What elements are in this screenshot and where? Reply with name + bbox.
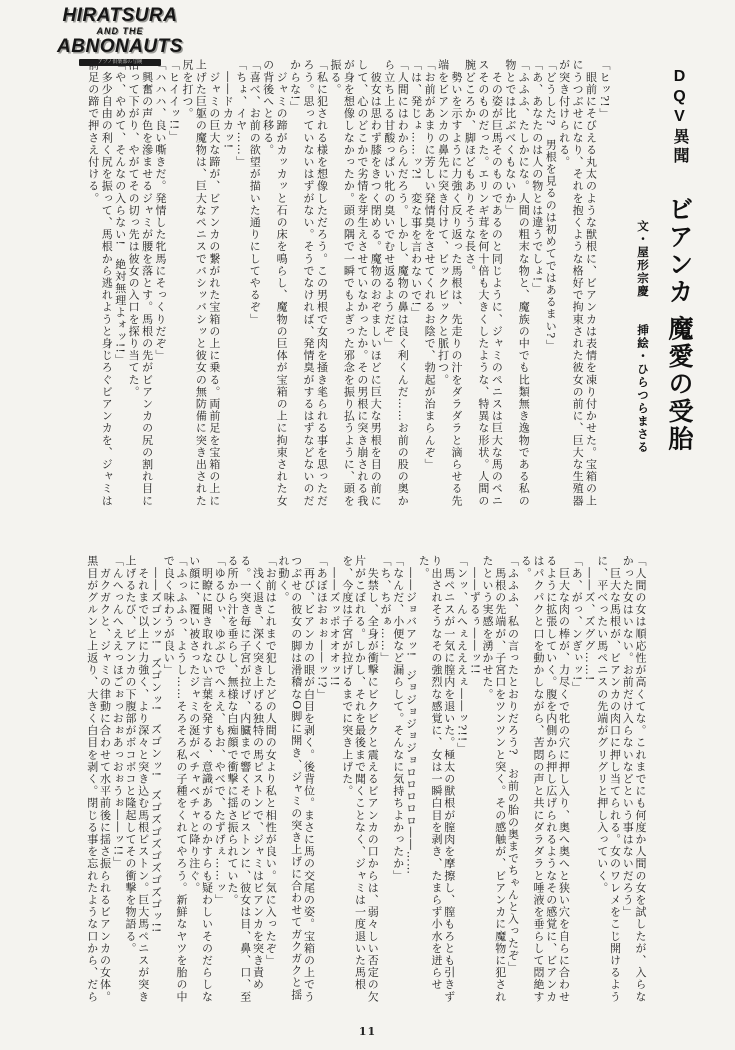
text-column-line: 前足の蹄で押さえ付ける。	[86, 59, 100, 205]
text-column-line: 「お前があまりに芳しい発情臭をさせてくれるお陰で、勃起が治まらんぞ」	[423, 59, 437, 471]
text-column-line: ――ドカカッ!	[221, 59, 235, 150]
text-column-line: に、平べったい馬ペニスの先端がグリグリと押し入っていく。	[595, 555, 609, 894]
text-column-line: 黒目がグルンと上返り、大きく白目を剥く。閉じる事を忘れたような口から、だら	[85, 555, 99, 1003]
text-column-line: 「あぼほおぉぉ――ッ!?」	[315, 555, 329, 701]
text-column-line: 馬根の先端が、子宮口をツンツンと突く。その感触が、ビアンカに魔物に犯され	[493, 555, 507, 1003]
author-credits: 文・屋形宗慶 挿絵・ひらつらまさる	[636, 220, 648, 454]
text-column-line: にうつぶせになり、それを抱くような格好で拘束された彼女の前に、巨大な生殖器	[571, 59, 585, 507]
text-column-line: かった女はいない。お前だけ入らないなどという事はないだろう」	[621, 555, 635, 918]
text-column-line: が身を想像しなかったか。頭の隅で一瞬でもよぎった邪念を振り払うように、頭を	[342, 59, 356, 507]
text-column-line: 「ンッ、んへぇえええぇ――ッ?!!」	[455, 555, 469, 755]
text-column-line: る。一突き毎に子宮が拉げ、内臓まで響くそのピストンに、彼女は目、鼻、口、至	[238, 555, 252, 1003]
text-column-line: ガクガクと、ジャミの律動に合わせて水平前後に揺さ振られるビアンカの女体。	[98, 555, 112, 1003]
text-column-line: 「や、やめて、そんなの入らない! 絶対無理よォッ!!」	[113, 59, 127, 366]
text-column-line: 浅く退き、深く突き上げる独特の馬ピストンで、ジャミはビアンカを突き責め	[251, 555, 265, 991]
text-column-line: つぶせの彼女の脚は滑稽なO脚に開き、ジャミの突き上げに合わせてガクガクと揺	[289, 555, 303, 1001]
logo-line-1: HIRATSURA	[62, 5, 178, 26]
text-column-line: 物とでは比ぶべくもないか」	[503, 59, 517, 217]
text-column-line: はパクパクと口を動かしながら、苦悶の声と共にダラダラと唾液を垂らして悶絶す	[532, 555, 545, 1003]
text-column-line: 「ちょ、イヤ……」	[234, 59, 248, 168]
text-column-line: 「人間にはわからんだろう。しかし、魔物の鼻は良く利くんだ……お前の股の奥か	[396, 59, 410, 507]
text-column-line: 巨大な肉の棒が、力尽くで牝の穴に押し入り、奥へ奥へと狭い穴を自らに合わせ	[557, 555, 571, 1003]
text-column-line: からな!」	[288, 59, 302, 113]
text-column-line: た。	[417, 555, 431, 580]
text-column-line: が突き付けられる。	[557, 59, 571, 168]
text-column-line: ――ズゴンッ! ズゴンッ! ズゴンッ! ズゴズゴズゴズゴズゴッ!!	[149, 555, 163, 934]
text-column-line: の背後へと移る。	[261, 59, 275, 156]
text-column-line: 「ち、ちがぁ……」	[379, 555, 392, 664]
text-column-line: れ動く。	[277, 555, 290, 604]
text-column-line: る所から汁を垂らし、無様な白痴顔で衝撃に揺さ振られていた。	[226, 555, 239, 906]
text-block-lower	[85, 555, 646, 1023]
text-column-line: 「あ、がっ、ンぎぃッ!」	[570, 555, 584, 694]
text-column-line: 巨大な馬根が、ビアンカの肉口に押し当てられる。女のワレメをこじ開けるよう	[608, 555, 622, 1003]
text-column-line: 「ゆるひぃ、ゆぶひでへぇえ、もお、やべで、たずげぇ……ッ」	[213, 555, 227, 906]
text-column-line: ――ズッポオオオッ!!	[328, 555, 341, 688]
text-column-line: 「喜べ、お前の欲望が描いた通りにしてやるぞ」	[248, 59, 262, 326]
text-column-line: 明瞭に聞き取れない言葉を発する、意識があるのかすらも疑わしいそのだらしな	[200, 555, 214, 1003]
text-column-line: 「ヒッ?!」	[598, 59, 611, 120]
text-column-line: 「ふっふふっ、ようし……そろそろ私の子種をくれてやろう。新鮮なヤツを胎の中	[175, 555, 188, 1003]
text-column-line: るように拡張していく。腹を内側から押し広げられるようなその感覚に、ビアンカ	[544, 555, 558, 1003]
text-column-line: ら立ち上る甘酸っぱい牝の臭いでむせ返るようだぞ」	[382, 59, 396, 350]
text-column-line: ジャミの巨大な蹄が、ビアンカの繋がれた宝箱の上に乗る。両前足を宝箱の上に	[207, 59, 221, 507]
text-column-line: ――ズ、ズググ……!	[583, 555, 596, 682]
text-column-line: スそのものだった。エリンギ茸を何十倍も大きくしたような、特異な形状。人間の	[476, 59, 490, 507]
text-column-line: 興奮の声色を滲ませるジャミが腰を落とす。馬根の先がビアンカの尻の割れ目に	[140, 59, 154, 507]
text-column-line: 「ヒイイッ!!」	[167, 59, 181, 143]
text-column-line: 「どうした? 男根を見るのは初めてではあるまい?」	[544, 59, 558, 352]
page-number: 11	[358, 1025, 377, 1038]
circle-logo	[50, 6, 190, 66]
text-column-line: 振る。	[328, 59, 342, 96]
text-column-line: 「なんだ、小便など漏らして。そんなに気持ちよかったか」	[391, 555, 405, 882]
text-column-line: たという実感を湧かせた。	[481, 555, 494, 701]
text-column-line: その姿が巨馬そのものであるのと同じように、ジャミのペニスは巨大な馬のペニ	[490, 59, 504, 507]
text-column-line: 「んへっんへええっほごぉっおぉあっおぉうぉ――ッ!!」	[111, 555, 125, 869]
text-column-line: 「お前はこれまで犯したどの人間の女より私と相性が良い。気に入ったぞ」	[264, 555, 278, 967]
text-column-line: ろう。思っていないはずがない。そうでなければ、発情臭がするはずなどないのだ	[302, 59, 316, 507]
text-column-line: る。	[519, 555, 533, 580]
text-column-line: して、心のどこかで劣情を芽生えさせていなかったか。その男根に突き崩される我	[355, 59, 369, 507]
text-column-line: 「私に犯される様を想像しただろう。この男根で女肉を掻き毟られる事を思っただ	[315, 59, 329, 507]
text-column-line: 眼前にそびえる丸太のような獣根に、ビアンカは表情を凍り付かせた。宝箱の上	[584, 59, 598, 507]
series-label: DQV異聞	[671, 68, 688, 166]
text-column-line: 尻を打つ。	[180, 59, 194, 120]
page-title: ビアンカ 魔愛の受胎	[665, 196, 693, 454]
text-column-line: 上げた巨躯の魔物は、巨大なペニスでバシッバシッと彼女の無防備に突き出された	[194, 59, 208, 507]
text-column-line: で良く味わうが良い」	[162, 555, 176, 676]
text-column-line: 「人間の女は順応性が高くてな。これまでにも何度か人間の女を試したが、入らな	[634, 555, 647, 1003]
text-column-line: ジャミの蹄がカッカッと石の床を鳴らし、魔物の巨体が宝箱の上に拘束された女	[275, 59, 289, 507]
logo-line-3: ABNONAUTS	[57, 36, 183, 57]
text-column-line: ――ジョバアッ! ジョジョジョジョロロロロロ――……	[404, 555, 418, 876]
text-column-line: 端をビアンカの鼻先に突き付けて、ビックビックと脈打つ。	[436, 59, 450, 386]
text-column-line: 失禁し、全身が衝撃にビクビクと震えるビアンカの口からは、弱々しい否定の欠	[366, 555, 380, 1003]
text-column-line: を、今度は子宮が拉げるまでに突き上げた。	[340, 555, 354, 797]
text-column-line: 片がこぼれる。しかし、それを最後まで聞くことなく、ジャミは一度退いた馬根	[353, 555, 367, 991]
text-block-upper	[86, 59, 611, 527]
logo-subtitle: アブノ倶楽部の冒険	[79, 59, 161, 66]
text-column-line: 沿って下がり、やがてその切っ先は彼女の入口を探り当てた。	[127, 59, 141, 398]
text-column-line: 「ハハハ、良い嘶きだ。発情した牝馬にそっくりだぞ」	[154, 59, 168, 362]
text-column-line: 彼女は思わず膝をきつく閉める。魔物のおぞましいほどに巨大な男根を目の前に	[369, 59, 383, 507]
text-column-line: 「ふふふ、たしかにな。人間の粗末な物と、魔族の中でも比類無き逸物である私の	[517, 59, 531, 507]
text-column-line: 「は、発じょ……ッ?! 変な事を言わないで!」	[409, 59, 423, 320]
text-column-line: 勢いを示すように力強く反り返った馬根は、先走りの汁をダラダラと滴らせる先	[450, 59, 464, 507]
text-column-line: ――ずるぅ――ッ!!	[468, 555, 482, 675]
title-block	[629, 68, 703, 498]
text-column-line: 上げるたび、ビアンカの下腹部がボコボコと隆起してその衝撃を物語る。	[124, 555, 137, 955]
text-column-line: それまで以上に力強く、より深々と突き込む馬根ピストン。巨大馬ペニスが突き	[136, 555, 150, 1003]
text-column-line: 「ふふふ、私の言ったとおりだろう? お前の胎の奥までちゃんと入ったぞ」	[506, 555, 520, 974]
text-column-line: 再び、ビアンカの眼が白目を剥く。後背位。まさに馬の交尾の姿。宝箱の上でう	[302, 555, 316, 1003]
logo-line-2: AND THE	[96, 26, 144, 36]
text-column-line: 「あ、あなたのは人の物とは違うでしょ!」	[530, 59, 544, 295]
text-column-line: 腕どころか、脚ほどもありそうな長さ。	[463, 59, 477, 277]
text-column-line: り出されそうなその強烈な感覚に、女は一瞬白目を剥き、たまらず小水を迸らせ	[430, 555, 443, 991]
text-column-line: 馬ペニスが一気に膣内を退いた。極太の獣根が膣肉を摩擦し、膣もろとも引きず	[442, 555, 456, 1003]
title-column	[655, 68, 703, 498]
text-column-line: 多少自由の利く尻を振って、馬根から逃れようと身じろぐビアンカを、ジャミは	[100, 59, 114, 507]
text-column-line: い顔に、覆い被さったジャミの涎がベチャベチャと降り注ぐ。	[187, 555, 201, 894]
